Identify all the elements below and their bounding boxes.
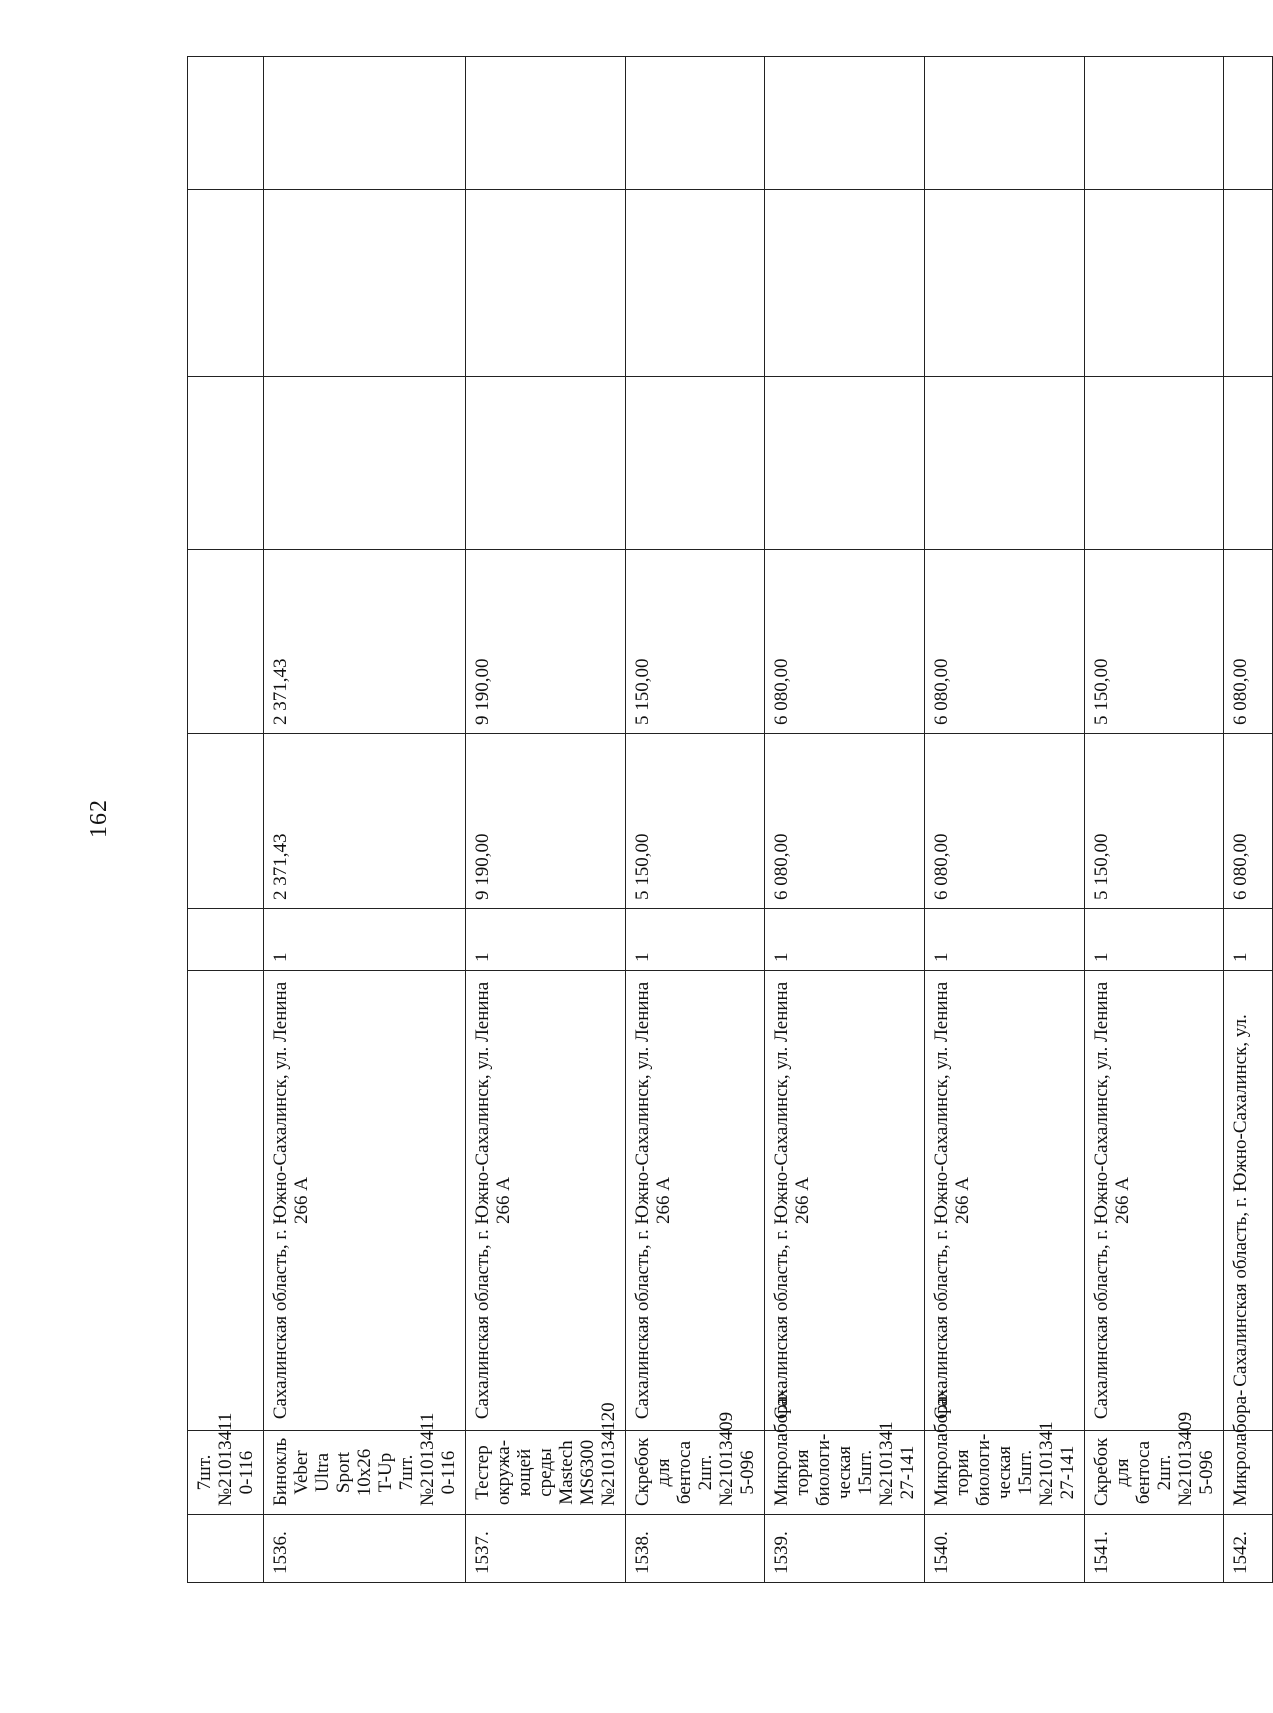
cell-empty (626, 377, 765, 550)
cell-qty: 1 (925, 909, 1085, 971)
cell-address: Сахалинская область, г. Южно-Сахалинск, ул. Ленина 266 А (466, 971, 626, 1431)
table-row (765, 57, 925, 1583)
cell-empty (765, 190, 925, 377)
cell-address: Сахалинская область, г. Южно-Сахалинск, ул. Ленина 266 А (626, 971, 765, 1431)
cell-address: Сахалинская область, г. Южно-Сахалинск, ул. Ленина 266 А (264, 971, 466, 1431)
cell-qty: 1 (1224, 909, 1273, 971)
cell-empty (925, 57, 1085, 190)
cell-balance: 5 150,00 (1085, 734, 1224, 909)
cell-num: 1540. (925, 1515, 1085, 1583)
cell-empty (188, 57, 264, 190)
cell-num (188, 1515, 264, 1583)
cell-residual: 5 150,00 (626, 550, 765, 734)
cell-num: 1537. (466, 1515, 626, 1583)
cell-name: Микролабора-тория биологи-ческая 15шт.№2101341 27-141 (765, 1431, 925, 1515)
cell-empty (264, 190, 466, 377)
cell-residual (188, 550, 264, 734)
cell-empty (626, 57, 765, 190)
property-register-table (187, 56, 1273, 1583)
table-row-carryover (188, 57, 264, 1583)
cell-address: Сахалинская область, г. Южно-Сахалинск, ул. Ленина 266 А (925, 971, 1085, 1431)
cell-balance (188, 734, 264, 909)
cell-name: Микролабора- (1224, 1431, 1273, 1515)
cell-empty (765, 377, 925, 550)
cell-empty (264, 377, 466, 550)
cell-name: Тестер окружа-ющей среды Mastech MS6300 №210134120 (466, 1431, 626, 1515)
cell-qty: 1 (765, 909, 925, 971)
cell-empty (1085, 190, 1224, 377)
cell-residual: 6 080,00 (925, 550, 1085, 734)
cell-address: Сахалинская область, г. Южно-Сахалинск, ул. Ленина 266 А (1085, 971, 1224, 1431)
cell-empty (188, 190, 264, 377)
cell-num: 1542. (1224, 1515, 1273, 1583)
cell-empty (925, 190, 1085, 377)
cell-qty: 1 (466, 909, 626, 971)
cell-empty (765, 57, 925, 190)
page-number-text: 162 (86, 799, 112, 838)
cell-qty: 1 (1085, 909, 1224, 971)
cell-balance: 2 371,43 (264, 734, 466, 909)
cell-name (188, 1412, 264, 1515)
cell-residual: 5 150,00 (1085, 550, 1224, 734)
cell-qty: 1 (264, 909, 466, 971)
cell-balance: 6 080,00 (765, 734, 925, 909)
table-row (626, 57, 765, 1583)
cell-empty (626, 190, 765, 377)
cell-empty (264, 57, 466, 190)
cell-balance: 6 080,00 (925, 734, 1085, 909)
cell-balance: 9 190,00 (466, 734, 626, 909)
cell-name: Микролабора-тория биологи-ческая 15шт.№2101341 27-141 (925, 1431, 1085, 1515)
table-row (264, 57, 466, 1583)
cell-num: 1538. (626, 1515, 765, 1583)
cell-empty (1085, 377, 1224, 550)
cell-empty (466, 57, 626, 190)
cell-num: 1536. (264, 1515, 466, 1583)
cell-address: Сахалинская область, г. Южно-Сахалинск, ул. Ленина 266 А (765, 971, 925, 1431)
cell-address (188, 971, 264, 1431)
table-row (1224, 57, 1273, 1583)
cell-address: Сахалинская область, г. Южно-Сахалинск, ул. (1224, 971, 1273, 1431)
cell-empty (1224, 377, 1273, 550)
cell-qty (188, 909, 264, 971)
cell-name: Скребок для бентоса 2шт.№21013409 5-096 (626, 1431, 765, 1515)
cell-num: 1539. (765, 1515, 925, 1583)
cell-name: Скребок для бентоса 2шт.№21013409 5-096 (1085, 1431, 1224, 1515)
cell-residual: 6 080,00 (1224, 550, 1273, 734)
cell-qty: 1 (626, 909, 765, 971)
cell-empty (188, 377, 264, 550)
table-row (1085, 57, 1224, 1583)
cell-empty (925, 377, 1085, 550)
cell-residual: 9 190,00 (466, 550, 626, 734)
cell-residual: 6 080,00 (765, 550, 925, 734)
cell-balance: 6 080,00 (1224, 734, 1273, 909)
cell-empty (1224, 190, 1273, 377)
item-name: 7шт.№21013411 0-116 (194, 1412, 257, 1506)
table-row (466, 57, 626, 1583)
cell-empty (1224, 57, 1273, 190)
cell-empty (1085, 57, 1224, 190)
cell-num: 1541. (1085, 1515, 1224, 1583)
table-row (925, 57, 1085, 1583)
rotated-table-wrapper (187, 56, 1251, 1583)
cell-empty (466, 377, 626, 550)
cell-name: Бинокль Veber Ultra Sport 10x26 T-Up 7шт.№21013411 0-116 (264, 1431, 466, 1515)
cell-residual: 2 371,43 (264, 550, 466, 734)
page-number (86, 799, 113, 838)
cell-empty (466, 190, 626, 377)
cell-balance: 5 150,00 (626, 734, 765, 909)
